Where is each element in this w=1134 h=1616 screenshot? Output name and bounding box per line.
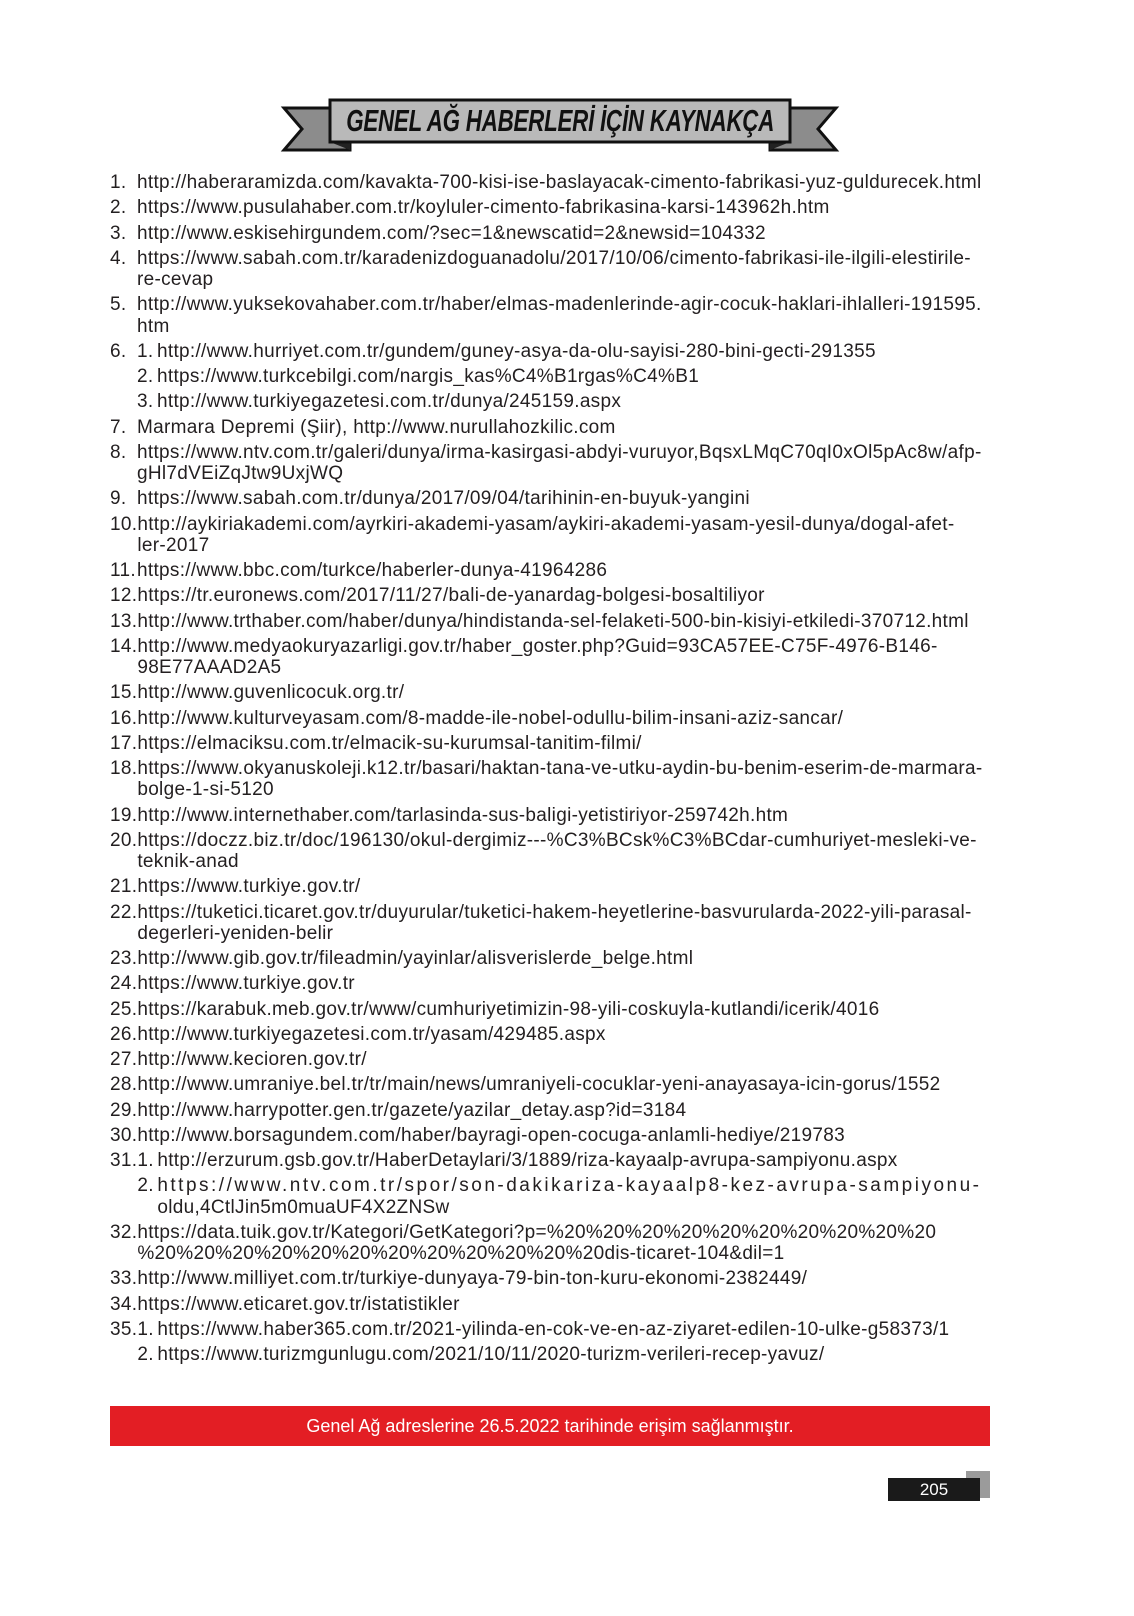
reference-subitem [137, 1319, 1010, 1340]
reference-item [110, 1024, 1010, 1045]
reference-item [110, 1319, 1010, 1366]
reference-subitem-body [157, 1319, 1010, 1340]
reference-subitem [137, 1175, 1010, 1218]
reference-url-line: https://www.okyanuskoleji.k12.tr/basari/haktan-tana-ve-utku-aydin-bu-benim-eserim-de-marmara- [137, 758, 983, 779]
reference-number: 9. [110, 488, 127, 510]
reference-number: 27. [110, 1049, 138, 1070]
reference-number: 3. [110, 222, 127, 244]
reference-number: 13. [110, 610, 138, 632]
reference-subitem-number: 2. [137, 366, 154, 387]
reference-body [137, 1125, 1010, 1146]
reference-url-line: gHl7dVEiZqJtw9UxjWQ [137, 463, 344, 484]
reference-number: 5. [110, 294, 127, 316]
reference-item [110, 805, 1010, 826]
reference-url-line: http://www.yuksekovahaber.com.tr/haber/elmas-madenlerinde-agir-cocuk-haklari-ihlalleri-191595. [137, 294, 982, 316]
reference-url-line: 98E77AAAD2A5 [137, 657, 282, 678]
reference-item [110, 172, 1010, 193]
reference-url-line: http://www.internethaber.com/tarlasinda-sus-baligi-yetistiriyor-259742h.htm [137, 804, 789, 826]
reference-body [137, 488, 1010, 509]
reference-url-line: re-cevap [137, 269, 214, 290]
reference-url-line: https://tr.euronews.com/2017/11/27/bali-de-yanardag-bolgesi-bosaltiliyor [137, 585, 765, 607]
reference-subitem [137, 341, 1010, 362]
reference-body [137, 948, 1010, 969]
reference-body [137, 876, 1010, 897]
reference-item [110, 197, 1010, 218]
reference-item [110, 294, 1010, 337]
reference-url-line: htm [137, 315, 170, 337]
reference-item [110, 1100, 1010, 1121]
reference-item [110, 488, 1010, 509]
reference-number: 22. [110, 901, 138, 923]
reference-item [110, 948, 1010, 969]
reference-body [137, 341, 1010, 413]
reference-number: 19. [110, 804, 138, 826]
reference-body [137, 611, 1010, 632]
reference-number: 10. [110, 513, 138, 535]
reference-subitem-number: 1. [137, 1318, 154, 1340]
reference-item [110, 585, 1010, 606]
reference-url-line: http://www.borsagundem.com/haber/bayragi-open-cocuga-anlamli-hediye/219783 [137, 1124, 845, 1146]
reference-subitem-body [157, 391, 1010, 412]
reference-body [137, 1049, 1010, 1070]
reference-body [137, 1319, 1010, 1366]
reference-item [110, 1268, 1010, 1289]
reference-number: 20. [110, 829, 138, 851]
reference-url-line: bolge-1-si-5120 [137, 779, 274, 801]
reference-url-line: http://www.trthaber.com/haber/dunya/hindistanda-sel-felaketi-500-bin-kisiyi-etkiledi-370712.html [137, 610, 969, 632]
reference-item [110, 758, 1010, 801]
reference-item [110, 636, 1010, 679]
reference-number: 2. [110, 197, 127, 219]
reference-number: 32. [110, 1221, 138, 1243]
reference-body [137, 417, 1010, 438]
access-note-bar [110, 1406, 990, 1446]
reference-item [110, 999, 1010, 1020]
reference-url-line: https://www.ntv.com.tr/galeri/dunya/irma-kasirgasi-abdyi-vuruyor,BqsxLMqC70qI0xOl5pAc8w/afp- [137, 441, 982, 463]
reference-url-line: http://www.milliyet.com.tr/turkiye-dunyaya-79-bin-ton-kuru-ekonomi-2382449/ [137, 1268, 808, 1290]
reference-url-line: Marmara Depremi (Şiir), http://www.nurullahozkilic.com [137, 416, 616, 438]
reference-body [137, 294, 1010, 337]
page-number: 205 [919, 1479, 949, 1499]
reference-item [110, 1222, 1010, 1265]
reference-url-line: https://www.sabah.com.tr/karadenizdoguanadolu/2017/10/06/cimento-fabrikasi-ile-ilgili-elestirile- [137, 247, 971, 269]
reference-body [137, 223, 1010, 244]
reference-url-line: https://doczz.biz.tr/doc/196130/okul-dergimiz---%C3%BCsk%C3%BCdar-cumhuriyet-mesleki-ve- [137, 829, 977, 851]
reference-body [137, 248, 1010, 291]
reference-subitem [137, 391, 1010, 412]
reference-url-line: http://www.kulturveyasam.com/8-madde-ile-nobel-odullu-bilim-insani-aziz-sancar/ [137, 707, 844, 729]
reference-number: 35. [110, 1318, 138, 1340]
reference-number: 15. [110, 682, 138, 704]
reference-item [110, 1150, 1010, 1218]
reference-url-line: oldu,4CtlJin5m0muaUF4X2ZNSw [157, 1196, 450, 1218]
reference-item [110, 1074, 1010, 1095]
reference-url-line: http://www.eskisehirgundem.com/?sec=1&newscatid=2&newsid=104332 [137, 222, 766, 244]
reference-url-line: teknik-anad [137, 851, 239, 872]
reference-item [110, 560, 1010, 581]
reference-number: 7. [110, 416, 127, 438]
reference-number: 26. [110, 1023, 138, 1045]
reference-item [110, 973, 1010, 994]
reference-number: 30. [110, 1124, 138, 1146]
reference-number: 33. [110, 1268, 138, 1290]
reference-number: 8. [110, 441, 127, 463]
reference-url-line: %20%20%20%20%20%20%20%20%20%20%20%20dis-ticaret-104&dil=1 [137, 1243, 785, 1264]
reference-body [137, 733, 1010, 754]
reference-number: 18. [110, 758, 138, 779]
reference-number: 25. [110, 998, 138, 1020]
reference-subitem [137, 366, 1010, 387]
reference-body [137, 758, 1010, 801]
reference-url-line: https://www.eticaret.gov.tr/istatistikler [137, 1293, 460, 1315]
reference-body [137, 830, 1010, 873]
reference-item [110, 902, 1010, 945]
reference-item [110, 514, 1010, 557]
reference-number: 28. [110, 1074, 138, 1096]
reference-body [137, 1024, 1010, 1045]
reference-body [137, 560, 1010, 581]
reference-number: 16. [110, 707, 138, 729]
reference-subitem-number: 2. [137, 1175, 154, 1197]
reference-url-line: https://www.turkiye.gov.tr/ [137, 876, 361, 898]
reference-url-line: http://www.umraniye.bel.tr/tr/main/news/umraniyeli-cocuklar-yeni-anayasaya-icin-gorus/1552 [137, 1074, 941, 1096]
reference-number: 1. [110, 172, 127, 193]
reference-url-line: degerleri-yeniden-belir [137, 922, 334, 944]
reference-url-line: http://www.medyaokuryazarligi.gov.tr/haber_goster.php?Guid=93CA57EE-C75F-4976-B146- [137, 635, 938, 657]
reference-number: 12. [110, 585, 138, 607]
reference-item [110, 708, 1010, 729]
reference-body [137, 585, 1010, 606]
reference-item [110, 1294, 1010, 1315]
reference-url-line: https://www.turizmgunlugu.com/2021/10/11/2020-turizm-verileri-recep-yavuz/ [157, 1344, 825, 1365]
reference-url-line: https://www.turkiye.gov.tr [137, 973, 355, 995]
reference-subitem-body [157, 1175, 1010, 1218]
reference-list [110, 172, 1010, 1369]
reference-url-line: http://www.gib.gov.tr/fileadmin/yayinlar/alisverislerde_belge.html [137, 948, 694, 969]
reference-subitem-number: 3. [137, 391, 154, 413]
reference-url-line: http://www.turkiyegazetesi.com.tr/yasam/429485.aspx [137, 1023, 606, 1045]
reference-body [137, 1100, 1010, 1121]
reference-subitem-number: 1. [137, 340, 154, 362]
reference-item [110, 611, 1010, 632]
reference-number: 21. [110, 876, 138, 898]
access-note: Genel Ağ adreslerine 26.5.2022 tarihinde erişim sağlanmıştır. [306, 1415, 794, 1436]
reference-body [137, 197, 1010, 218]
reference-url-line: ler-2017 [137, 534, 210, 556]
reference-url-line: http://www.harrypotter.gen.tr/gazete/yazilar_detay.asp?id=3184 [137, 1099, 687, 1121]
reference-subitem-body [157, 366, 1010, 387]
reference-item [110, 830, 1010, 873]
reference-subitem-body [157, 341, 1010, 362]
reference-number: 17. [110, 732, 138, 754]
reference-item [110, 341, 1010, 413]
reference-body [137, 1294, 1010, 1315]
reference-body [137, 682, 1010, 703]
reference-url-line: https://www.turkcebilgi.com/nargis_kas%C4%B1rgas%C4%B1 [157, 366, 700, 387]
reference-url-line: http://www.guvenlicocuk.org.tr/ [137, 682, 405, 704]
page-number-tab [888, 1478, 980, 1501]
page-title: GENEL AĞ HABERLERİ İÇİN KAYNAKÇA [346, 103, 774, 138]
reference-body [137, 1268, 1010, 1289]
reference-body [137, 708, 1010, 729]
reference-body [137, 1074, 1010, 1095]
reference-number: 4. [110, 247, 127, 269]
reference-url-line: https://elmaciksu.com.tr/elmacik-su-kurumsal-tanitim-filmi/ [137, 732, 642, 754]
reference-subitem-number: 2. [137, 1344, 154, 1365]
reference-url-line: http://haberaramizda.com/kavakta-700-kisi-ise-baslayacak-cimento-fabrikasi-yuz-guldurecek.html [137, 172, 982, 193]
reference-url-line: http://aykiriakademi.com/ayrkiri-akademi-yasam/aykiri-akademi-yasam-yesil-dunya/dogal-afet- [137, 513, 955, 535]
reference-item [110, 682, 1010, 703]
reference-subitem-number: 1. [137, 1150, 154, 1171]
reference-subitem [137, 1150, 1010, 1171]
reference-url-line: http://www.turkiyegazetesi.com.tr/dunya/245159.aspx [157, 391, 622, 413]
reference-item [110, 248, 1010, 291]
reference-item [110, 223, 1010, 244]
reference-url-line: https://www.sabah.com.tr/dunya/2017/09/04/tarihinin-en-buyuk-yangini [137, 488, 750, 510]
reference-number: 11. [110, 560, 136, 581]
reference-url-line: https://karabuk.meb.gov.tr/www/cumhuriyetimizin-98-yili-coskuyla-kutlandi/icerik/4016 [137, 998, 880, 1020]
reference-number: 14. [110, 635, 138, 657]
reference-body [137, 999, 1010, 1020]
reference-body [137, 172, 1010, 193]
reference-url-line: https://tuketici.ticaret.gov.tr/duyurular/tuketici-hakem-heyetlerine-basvurularda-2022-yili-parasal- [137, 901, 972, 923]
reference-number: 29. [110, 1099, 138, 1121]
reference-url-line: https://www.haber365.com.tr/2021-yilinda-en-cok-ve-en-az-ziyaret-edilen-10-ulke-g58373/1 [157, 1318, 950, 1340]
reference-url-line: https://www.ntv.com.tr/spor/son-dakikariza-kayaalp8-kez-avrupa-sampiyonu- [157, 1175, 982, 1197]
reference-item [110, 1125, 1010, 1146]
reference-number: 31. [110, 1150, 138, 1171]
reference-url-line: https://www.pusulahaber.com.tr/koyluler-cimento-fabrikasina-karsi-143962h.htm [137, 197, 830, 219]
reference-body [137, 973, 1010, 994]
reference-body [137, 442, 1010, 485]
reference-url-line: https://data.tuik.gov.tr/Kategori/GetKategori?p=%20%20%20%20%20%20%20%20%20%20 [137, 1221, 937, 1243]
reference-subitem [137, 1344, 1010, 1365]
reference-number: 23. [110, 948, 138, 969]
reference-number: 24. [110, 973, 138, 995]
reference-body [137, 514, 1010, 557]
reference-body [137, 805, 1010, 826]
page-title-container [330, 100, 790, 142]
reference-item [110, 417, 1010, 438]
reference-url-line: https://www.bbc.com/turkce/haberler-dunya-41964286 [137, 560, 608, 581]
reference-item [110, 733, 1010, 754]
reference-item [110, 1049, 1010, 1070]
reference-body [137, 636, 1010, 679]
reference-body [137, 1222, 1010, 1265]
reference-url-line: http://www.hurriyet.com.tr/gundem/guney-asya-da-olu-sayisi-280-bini-gecti-291355 [157, 340, 876, 362]
reference-body [137, 1150, 1010, 1218]
reference-subitem-body [157, 1150, 1010, 1171]
reference-item [110, 442, 1010, 485]
reference-url-line: http://www.kecioren.gov.tr/ [137, 1049, 367, 1070]
reference-subitem-body [157, 1344, 1010, 1365]
reference-item [110, 876, 1010, 897]
reference-body [137, 902, 1010, 945]
reference-number: 6. [110, 340, 127, 362]
reference-url-line: http://erzurum.gsb.gov.tr/HaberDetaylari/3/1889/riza-kayaalp-avrupa-sampiyonu.aspx [157, 1150, 898, 1171]
reference-number: 34. [110, 1293, 138, 1315]
